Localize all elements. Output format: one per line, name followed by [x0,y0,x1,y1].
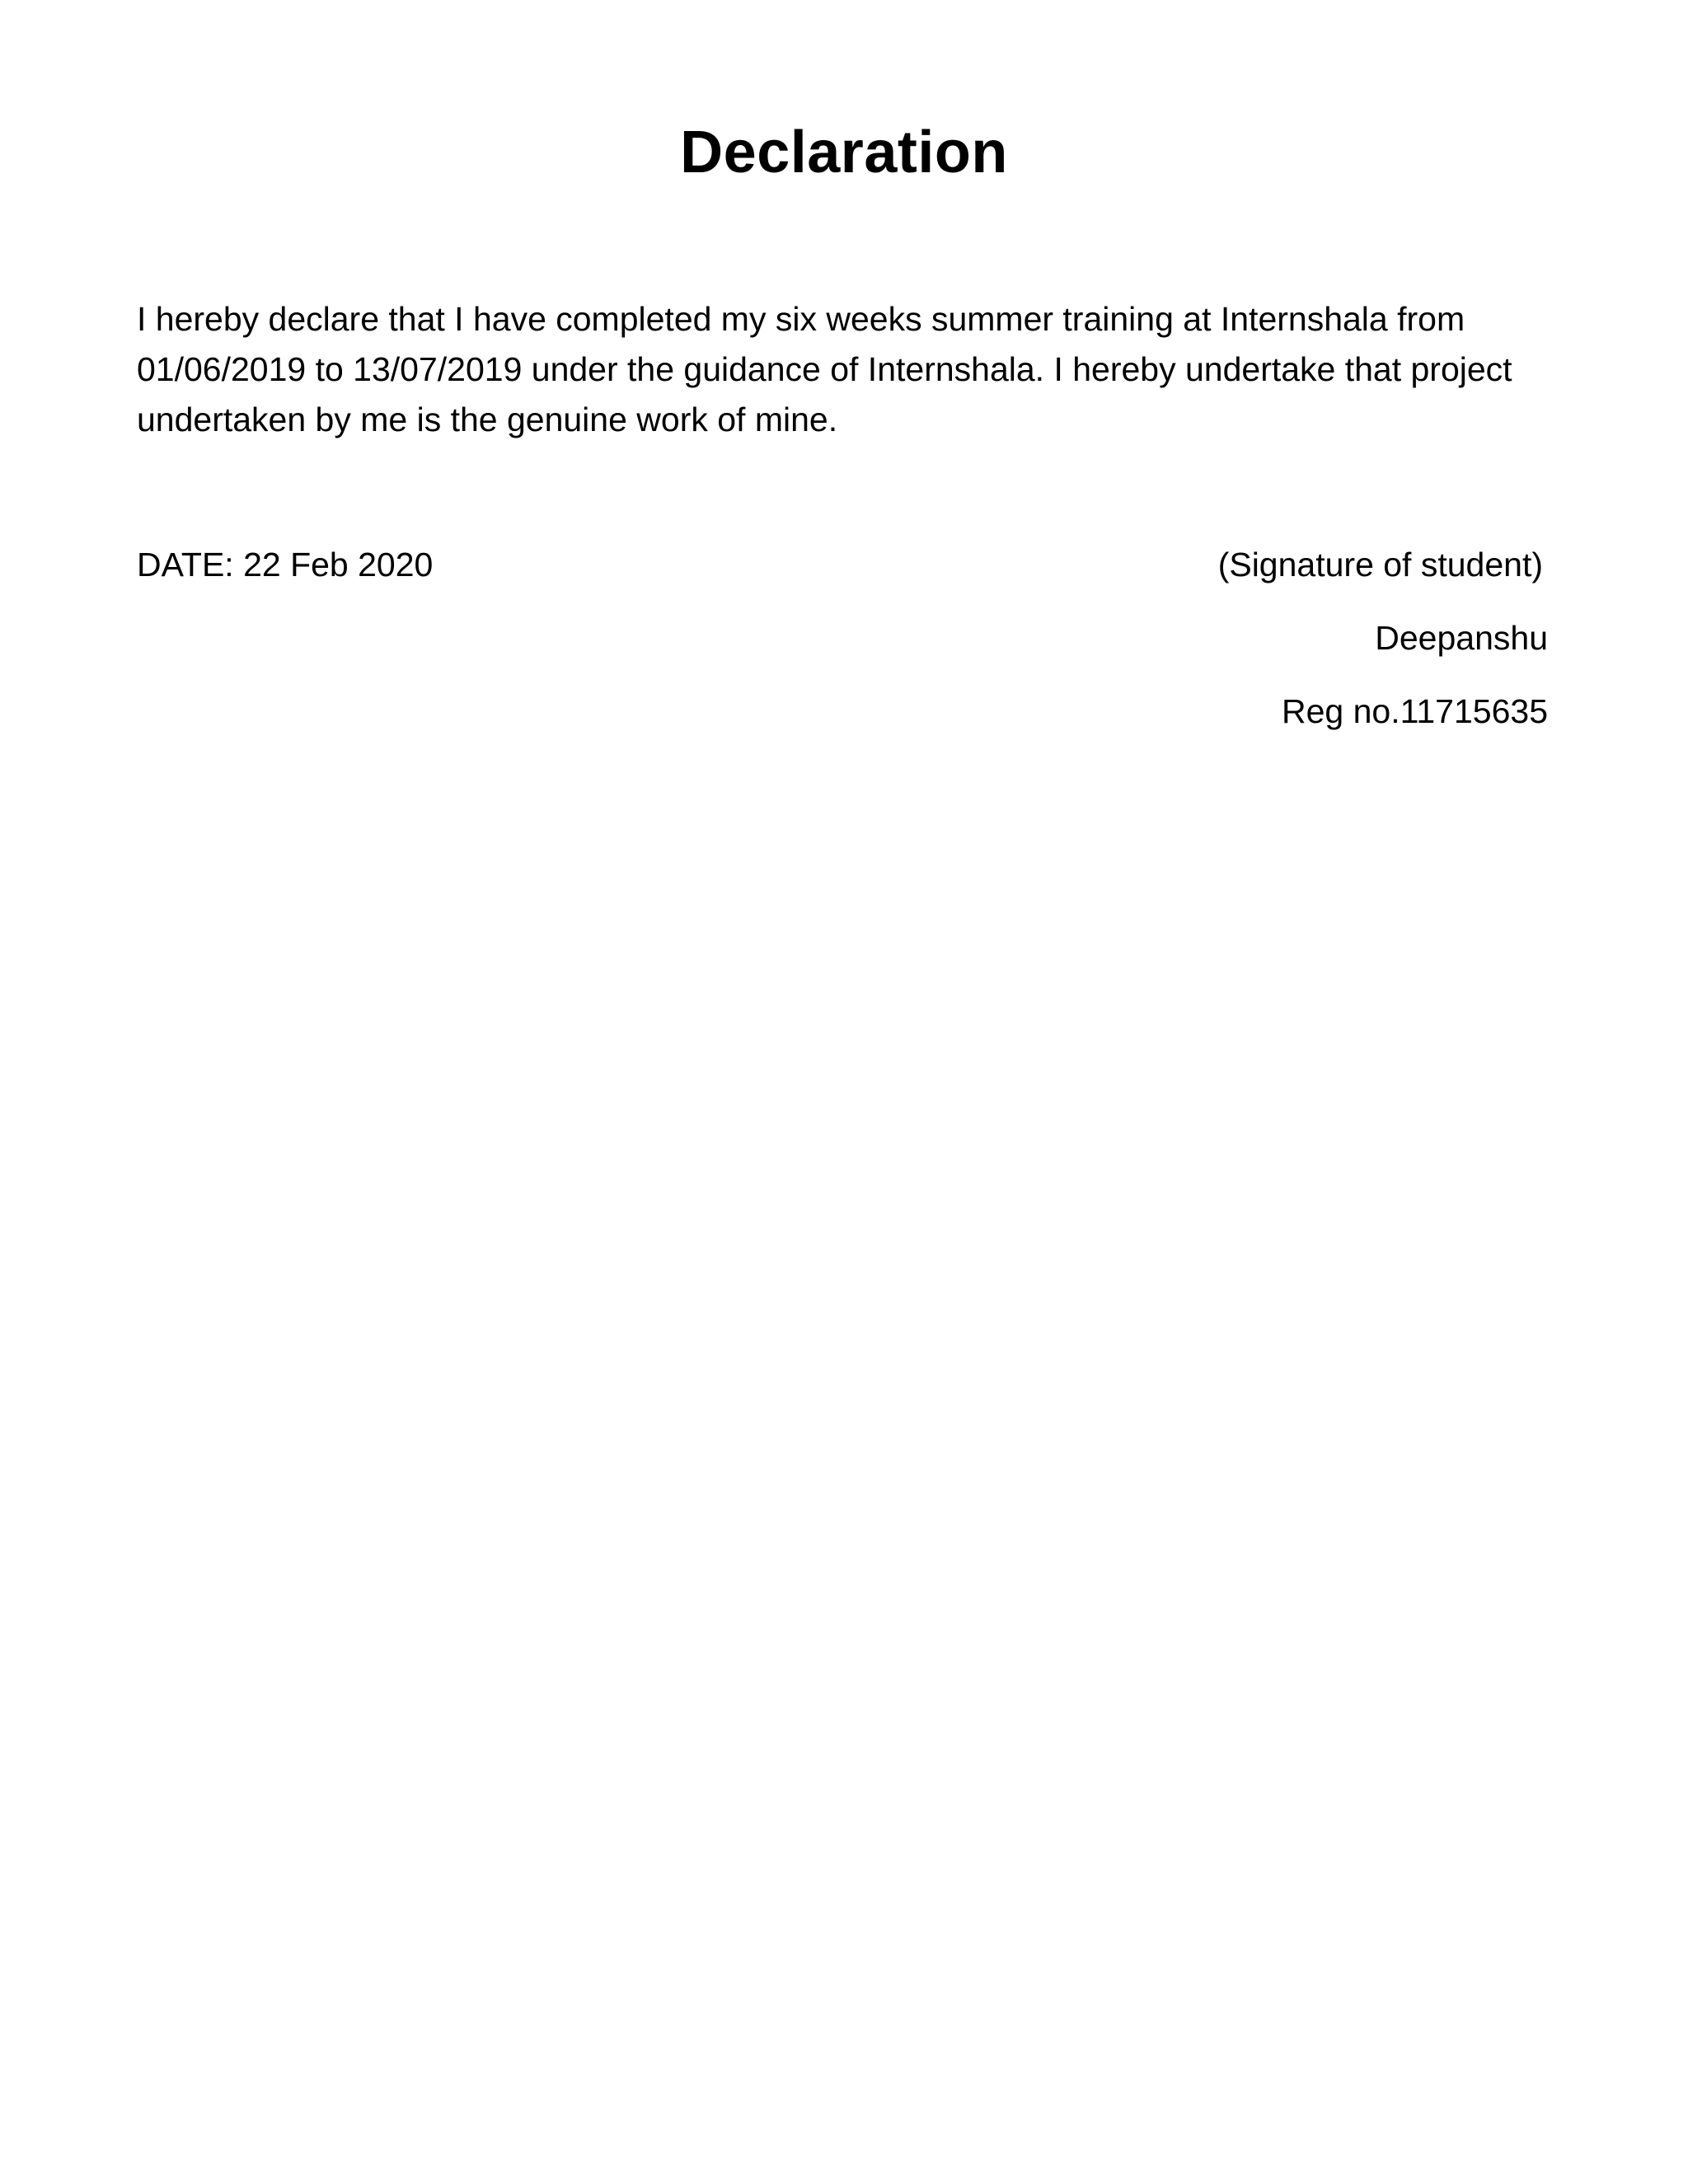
signature-block [1218,544,1548,764]
declaration-paragraph: I hereby declare that I have completed my six weeks summer training at Internshala from 01/06/2019 to 13/07/2019 under the guidance of Internshala. I hereby undertake that project undertaken by me is the genuine work of mine. [137,300,1512,438]
signature-caption: (Signature of student) [1217,546,1543,583]
declaration-date: DATE: 22 Feb 2020 [137,546,434,583]
document-title: Declaration [680,120,1008,185]
registration-number: Reg no.11715635 [1282,692,1548,730]
student-name: Deepanshu [1375,619,1548,657]
